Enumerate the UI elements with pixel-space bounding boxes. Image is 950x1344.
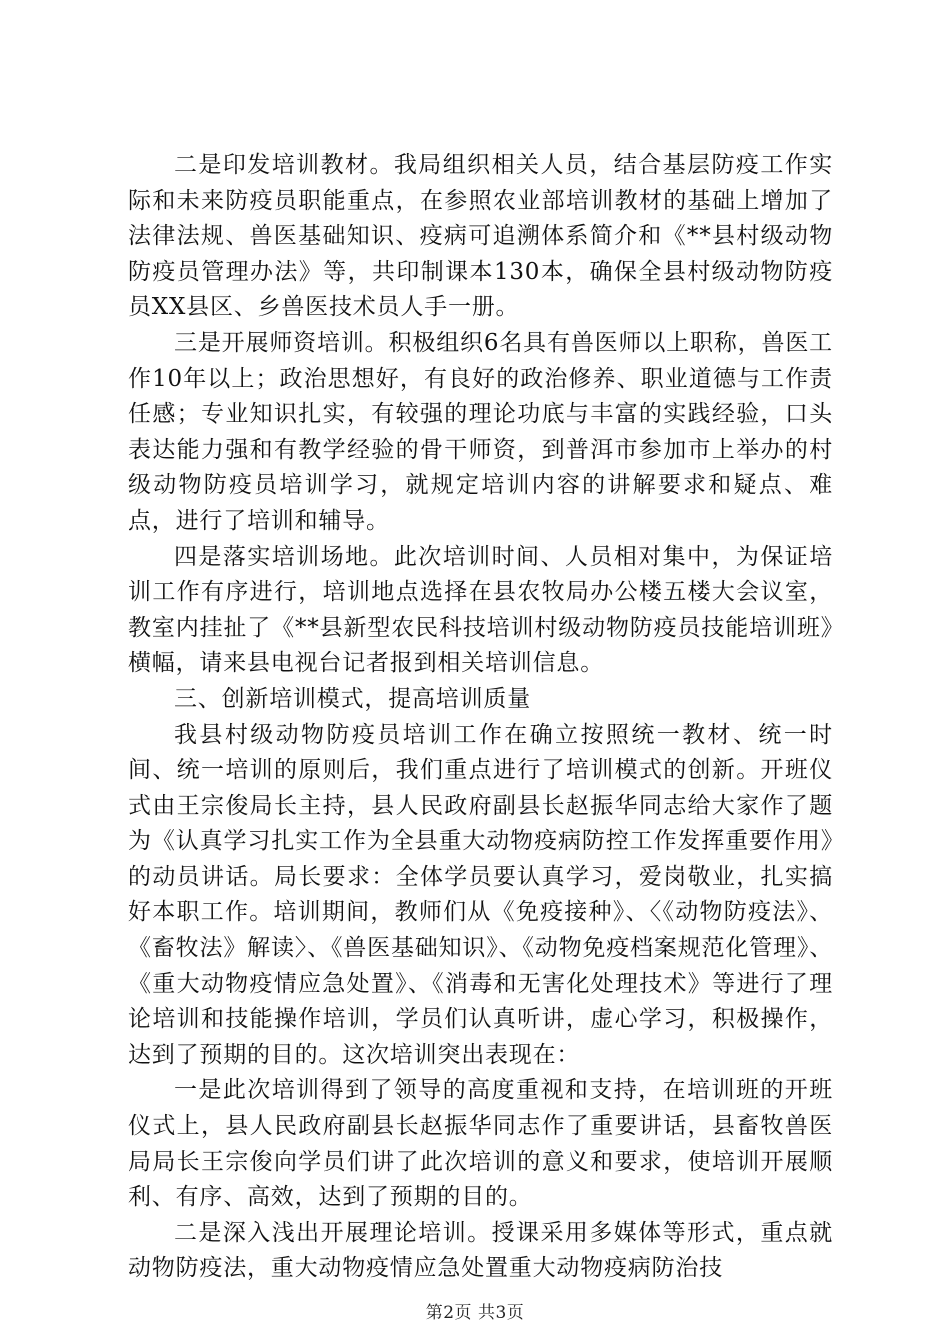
paragraph-theory-training: 二是深入浅出开展理论培训。授课采用多媒体等形式，重点就动物防疫法，重大动物疫情应急处置重大动物疫病防治技 <box>128 1219 833 1282</box>
section-heading-innovation: 三、创新培训模式，提高培训质量 <box>174 685 531 712</box>
page-number-footer: 第2页 共3页 <box>425 1303 525 1323</box>
paragraph-teaching-materials: 二是印发培训教材。我局组织相关人员，结合基层防疫工作实际和未来防疫员职能重点，在参照农业部培训教材的基础上增加了法律法规、兽医基础知识、疫病可追溯体系简介和《**县村级动物防疫员管理办法》等，共印制课本130本，确保全县村级动物防疫员XX县区、乡兽医技术员人手一册。 <box>128 152 833 321</box>
paragraph-training-venue: 四是落实培训场地。此次培训时间、人员相对集中，为保证培训工作有序进行，培训地点选择在县农牧局办公楼五楼大会议室，教室内挂扯了《**县新型农民科技培训村级动物防疫员技能培训班》横幅，请来县电视台记者报到相关培训信息。 <box>128 543 833 677</box>
paragraph-teacher-training: 三是开展师资培训。积极组织6名具有兽医师以上职称，兽医工作10年以上；政治思想好，有良好的政治修养、职业道德与工作责任感；专业知识扎实，有较强的理论功底与丰富的实践经验，口头表达能力强和有教学经验的骨干师资，到普洱市参加市上举办的村级动物防疫员培训学习，就规定培训内容的讲解要求和疑点、难点，进行了培训和辅导。 <box>128 329 833 534</box>
document-body <box>128 148 833 1287</box>
paragraph-leadership-support: 一是此次培训得到了领导的高度重视和支持，在培训班的开班仪式上，县人民政府副县长赵振华同志作了重要讲话，县畜牧兽医局局长王宗俊向学员们讲了此次培训的意义和要求，使培训开展顺利、有序、高效，达到了预期的目的。 <box>128 1077 833 1211</box>
paragraph-training-model: 我县村级动物防疫员培训工作在确立按照统一教材、统一时间、统一培训的原则后，我们重点进行了培训模式的创新。开班仪式由王宗俊局长主持，县人民政府副县长赵振华同志给大家作了题为《认真学习扎实工作为全县重大动物疫病防控工作发挥重要作用》的动员讲话。局长要求：全体学员要认真学习，爱岗敬业，扎实搞好本职工作。培训期间，教师们从《免疫接种》、〈《动物防疫法》、《畜牧法》解读〉、《兽医基础知识》、《动物免疫档案规范化管理》、《重大动物疫情应急处置》、《消毒和无害化处理技术》等进行了理论培训和技能操作培训，学员们认真听讲，虚心学习，积极操作，达到了预期的目的。这次培训突出表现在： <box>128 721 833 1068</box>
